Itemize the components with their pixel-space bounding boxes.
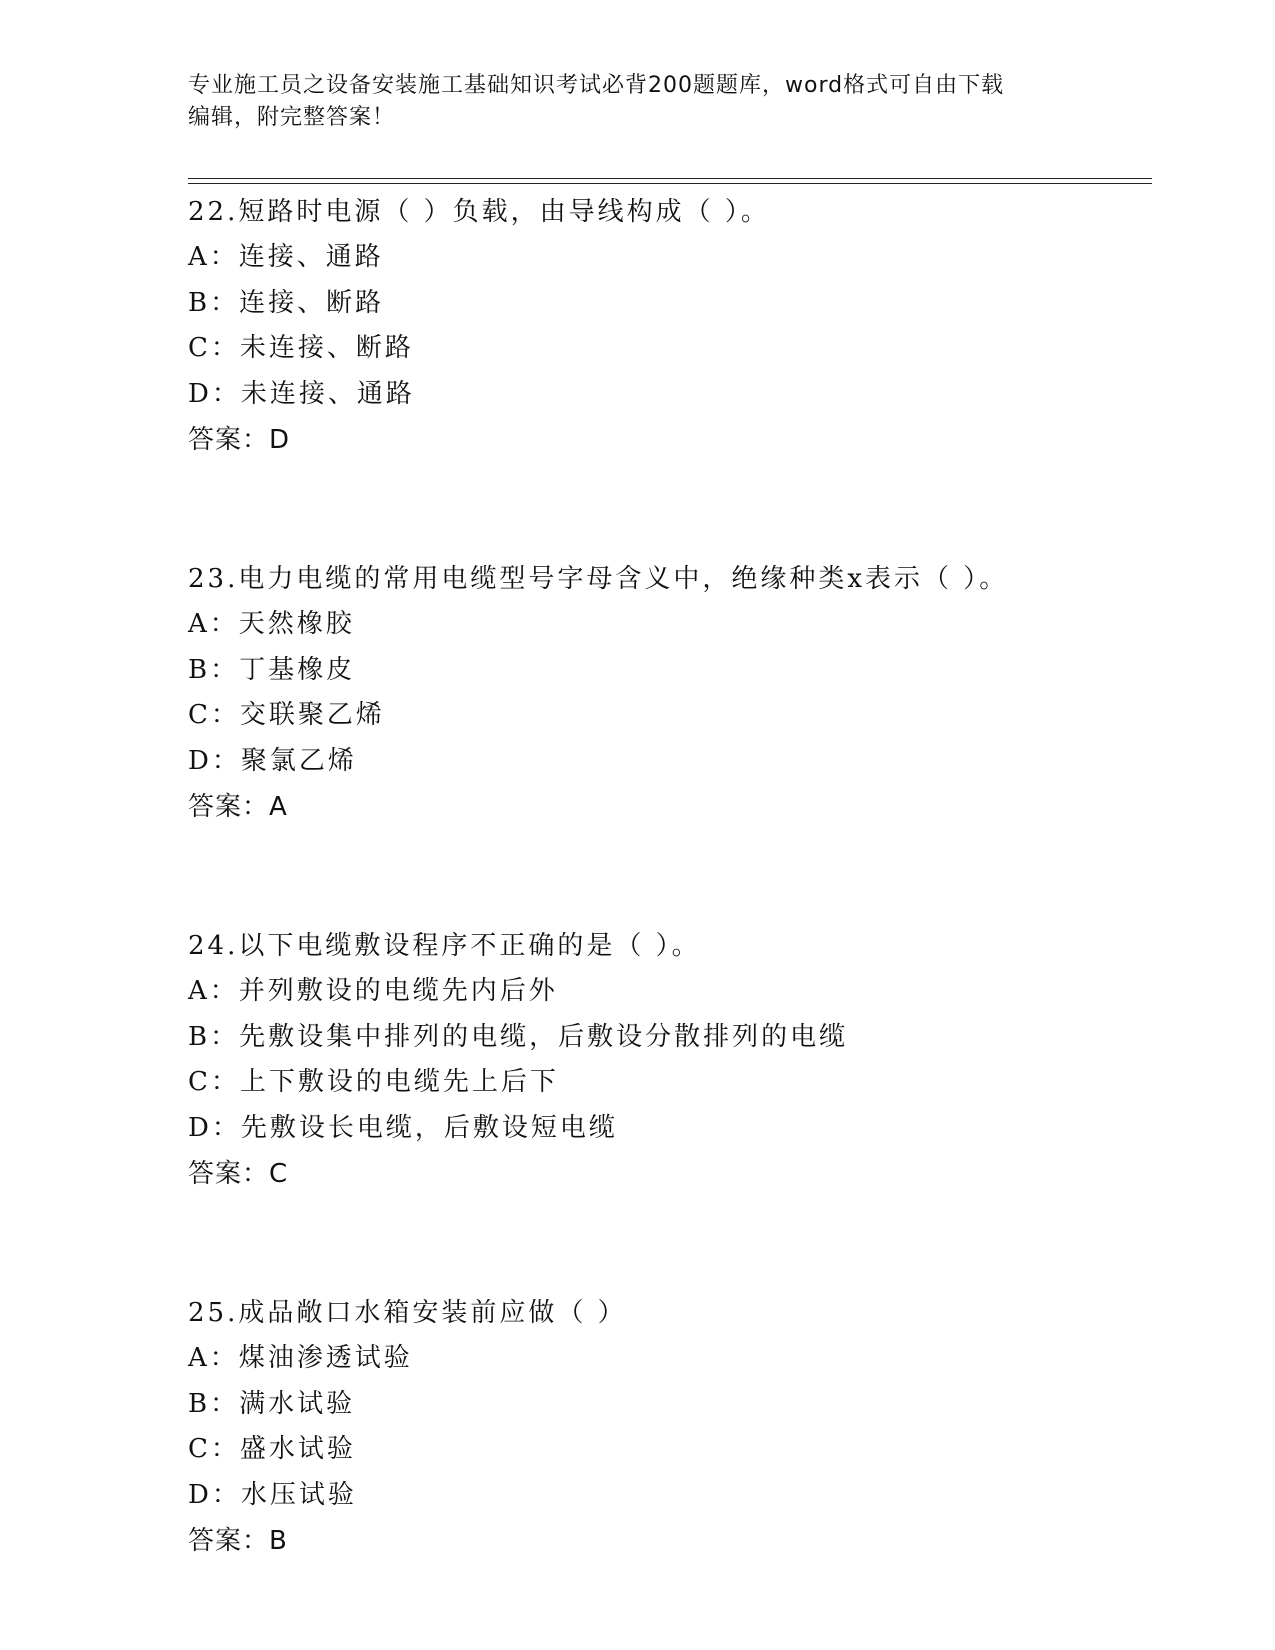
question-stem: 24.以下电缆敷设程序不正确的是（ ）。	[188, 931, 701, 961]
answer-value: C	[269, 1159, 289, 1189]
question-list	[188, 189, 1152, 1564]
question-23	[188, 556, 1152, 830]
header-divider-bottom	[188, 183, 1152, 184]
answer-line	[188, 417, 1152, 463]
answer-label: 答案：	[188, 792, 270, 822]
option-a: A：煤油渗透试验	[188, 1343, 413, 1373]
option-d: D：水压试验	[188, 1479, 357, 1510]
answer-value: A	[269, 792, 288, 822]
question-spacer	[188, 1197, 1152, 1290]
document-header	[188, 70, 1068, 134]
option-c: C：盛水试验	[188, 1434, 356, 1464]
option-c: C：交联聚乙烯	[188, 700, 385, 730]
question-stem: 25.成品敞口水箱安装前应做（ ）	[188, 1298, 627, 1328]
option-b: B：丁基橡皮	[188, 654, 356, 685]
header-divider-top	[188, 178, 1152, 179]
option-c: C：上下敷设的电缆先上后下	[188, 1067, 559, 1097]
answer-line	[188, 1151, 1152, 1197]
option-d: D：聚氯乙烯	[188, 745, 357, 776]
question-22	[188, 189, 1152, 463]
answer-value: D	[269, 425, 291, 455]
option-b: B：满水试验	[188, 1388, 356, 1419]
answer-label: 答案：	[188, 1159, 270, 1189]
header-line-2: 编辑，附完整答案！	[188, 105, 396, 130]
option-b: B：先敷设集中排列的电缆，后敷设分散排列的电缆	[188, 1021, 849, 1052]
answer-line	[188, 1518, 1152, 1564]
option-a: A：并列敷设的电缆先内后外	[188, 976, 558, 1006]
option-a: A：连接、通路	[188, 242, 384, 272]
option-d: D：未连接、通路	[188, 378, 415, 409]
option-a: A：天然橡胶	[188, 609, 355, 639]
answer-label: 答案：	[188, 1526, 270, 1556]
question-spacer	[188, 830, 1152, 923]
question-stem: 23.电力电缆的常用电缆型号字母含义中，绝缘种类x表示（ ）。	[188, 564, 1009, 594]
question-spacer	[188, 463, 1152, 556]
question-stem: 22.短路时电源（ ）负载，由导线构成（ ）。	[188, 197, 770, 227]
option-b: B：连接、断路	[188, 287, 385, 318]
answer-line	[188, 784, 1152, 830]
option-c: C：未连接、断路	[188, 333, 414, 363]
header-line-1: 专业施工员之设备安装施工基础知识考试必背200题题库，word格式可自由下载	[188, 73, 1005, 98]
option-d: D：先敷设长电缆，后敷设短电缆	[188, 1112, 618, 1143]
question-25	[188, 1290, 1152, 1564]
question-24	[188, 923, 1152, 1197]
answer-value: B	[269, 1526, 288, 1556]
answer-label: 答案：	[188, 425, 270, 455]
